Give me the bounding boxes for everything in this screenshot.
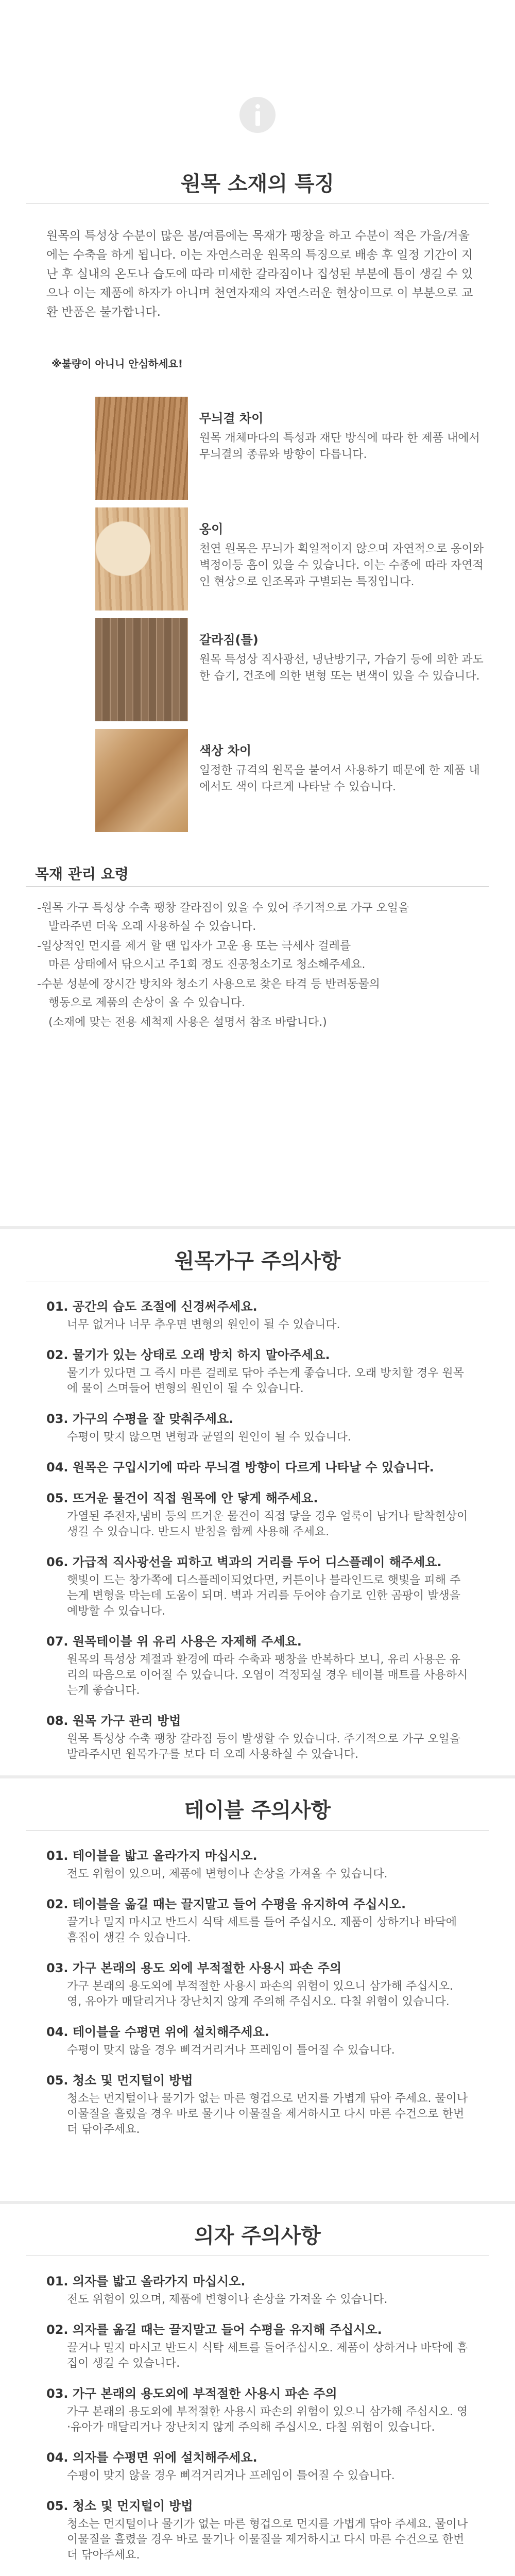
wood-characteristics-section <box>0 0 515 1226</box>
wood-item-desc: 원목 개체마다의 특성과 재단 방식에 따라 한 제품 내에서 무늬결의 종류와 방향이 다릅니다. <box>199 432 480 461</box>
caution-item: 01. 테이블을 밟고 올라가지 마십시오. 전도 위험이 있으며, 제품에 변형이나 손상을 가져올 수 있습니다. <box>46 1849 388 1880</box>
caution-item: 07. 원목테이블 위 유리 사용은 자제해 주세요. 원목의 특성상 계절과 환경에 따라 수축과 팽창을 반복하다 보니, 유리 사용은 유리의 따음으로 이어질 수 있습니다. 오염이 걱정되실 경우 테이블 매트를 사용하시는게 좋습니다. <box>46 1634 468 1697</box>
caution-item: 02. 물기가 있는 상태로 오래 방치 하지 말아주세요. 물기가 있다면 그 즉시 마른 걸레로 닦아 주는게 좋습니다. 오래 방치할 경우 원목에 물이 스며들어 변형의 원인이 될 수 있습니다. <box>46 1348 464 1395</box>
wood-item-color <box>95 729 487 832</box>
management-item: (소재에 맞는 전용 세척제 사용은 설명서 참조 바랍니다.) <box>48 1016 327 1029</box>
furniture-caution-title: 원목가구 주의사항 <box>174 1249 341 1273</box>
wood-management-title: 목재 관리 요령 <box>35 866 129 883</box>
wood-item-title: 갈라짐(틀) <box>199 633 259 647</box>
wood-item-desc: 일정한 규격의 원목을 붙여서 사용하기 때문에 한 제품 내에서도 색이 다르게 나타날 수 있습니다. <box>199 764 480 793</box>
caution-item: 03. 가구의 수평을 잘 맞춰주세요. 수평이 맞지 않으면 변형과 균열의 원인이 될 수 있습니다. <box>46 1412 351 1444</box>
wood-management-list <box>37 899 480 1033</box>
caution-item: 01. 공간의 습도 조절에 신경써주세요. 너무 없거나 너무 추우면 변형의 원인이 될 수 있습니다. <box>46 1299 340 1331</box>
wood-grain-image <box>95 397 188 500</box>
table-caution-section <box>0 1775 515 2201</box>
caution-item: 02. 의자를 옮길 때는 끌지말고 들어 수평을 유지해 주십시오. 끌거나 밀지 마시고 반드시 식탁 세트를 들어주십시오. 제품이 상하거나 바닥에 흠집이 생길 수 있습니다. <box>46 2323 468 2370</box>
caution-item: 04. 원목은 구입시기에 따라 무늬결 방향이 다르게 나타날 수 있습니다. <box>46 1460 434 1475</box>
wood-item-grain <box>95 397 487 500</box>
wood-item-knot <box>95 507 487 611</box>
info-icon <box>239 97 276 133</box>
caution-item: 04. 의자를 수평면 위에 설치해주세요. 수평이 맞지 않을 경우 삐걱거리거나 프레임이 틀어질 수 있습니다. <box>46 2450 395 2482</box>
wood-item-title: 색상 차이 <box>199 743 252 758</box>
caution-item: 02. 테이블을 옮길 때는 끌지말고 들어 수평을 유지하여 주십시오. 끌거나 밀지 마시고 반드시 식탁 세트를 들어 주십시오. 제품이 상하거나 바닥에 흠집이 생길 수 있습니다. <box>46 1897 457 1944</box>
wood-item-title: 옹이 <box>199 522 224 536</box>
caution-item: 06. 가급적 직사광선을 피하고 벽과의 거리를 두어 디스플레이 해주세요. 햇빛이 드는 창가쪽에 디스플레이되었다면, 커튼이나 블라인드로 햇빛을 피해 주는게 변형을 막는데 도움이 되며. 벽과 거리를 두어야 습기로 인한 곰팡이 발생을 예방할 수 있습니다. <box>46 1555 461 1618</box>
caution-item: 08. 원목 가구 관리 방법 원목 특성상 수축 팽창 갈라짐 등이 발생할 수 있습니다. 주기적으로 가구 오일을 발라주시면 원목가구를 보다 더 오래 사용하실 수 있습니다. <box>46 1714 460 1761</box>
caution-item: 01. 의자를 밟고 올라가지 마십시오. 전도 위험이 있으며, 제품에 변형이나 손상을 가져올 수 있습니다. <box>46 2274 388 2306</box>
reassurance-note: ※불량이 아니니 안심하세요! <box>52 358 183 370</box>
divider <box>26 886 489 887</box>
wood-color-image <box>95 729 188 832</box>
caution-item: 05. 청소 및 먼지털이 방법 청소는 먼지털이나 물기가 없는 마른 형겁으로 먼지를 가볍게 닦아 주세요. 물이나 이물질을 흘렸을 경우 바로 물기나 이물질을 제거하시고 다시 마른 수건으로 한번 더 닦아주세요. <box>46 2499 468 2562</box>
caution-item: 05. 뜨거운 물건이 직접 원목에 안 닿게 해주세요. 가열된 주전자,냄비 등의 뜨거운 물건이 직접 닿을 경우 얼룩이 남거나 탈착현상이 생길 수 있습니다. 반드시 받침을 함께 사용해 주세요. <box>46 1491 468 1538</box>
management-item: -일상적인 먼지를 제거 할 땐 입자가 고운 용 또는 극세사 걸레를 마른 상태에서 닦으시고 주1회 정도 진공청소기로 청소해주세요. <box>37 940 366 971</box>
wood-item-desc: 천연 원목은 무늬가 획일적이지 않으며 자연적으로 옹이와 벽정이등 흠이 있을 수 있습니다. 이는 수종에 따라 자연적인 현상으로 인조목과 구별되는 특징입니다. <box>199 543 484 588</box>
wood-intro: 원목의 특성상 수분이 많은 봄/여름에는 목재가 팽창을 하고 수분이 적은 가을/겨울에는 수축을 하게 됩니다. 이는 자연스러운 원목의 특징으로 배송 후 일정 기간이 지난 후 실내의 온도나 습도에 따라 미세한 갈라짐이나 집성된 부분에 틈이 생길 수 있으나 이는 제품에 하자가 아니며 천연자재의 자연스러운 현상이므로 이 부분으로 교환 반품은 불가합니다. <box>46 229 473 319</box>
management-item: -원목 가구 특성상 수축 팽창 갈라짐이 있을 수 있어 주기적으로 가구 오일을 발라주면 더욱 오래 사용하실 수 있습니다. <box>37 902 409 933</box>
wood-crack-image <box>95 618 188 721</box>
wood-title: 원목 소재의 특징 <box>180 172 335 196</box>
table-caution-title: 테이블 주의사항 <box>184 1799 331 1822</box>
caution-item: 03. 가구 본래의 용도외에 부적절한 사용시 파손 주의 가구 본래의 용도외에 부적절한 사용시 파손의 위험이 있으니 삼가해 주십시오. 영·유아가 매달리거나 장난치지 않게 주의해 주십시오. 다칠 위험이 있습니다. <box>46 2386 468 2434</box>
caution-item: 03. 가구 본래의 용도 외에 부적절한 사용시 파손 주의 가구 본래의 용도외에 부적절한 사용시 파손의 위험이 있으니 삼가해 주십시오. 영, 유아가 매달리거나 장난치지 않게 주의해 주십시오. 다칠 위험이 있습니다. <box>46 1961 453 2008</box>
wood-item-title: 무늬결 차이 <box>199 411 264 426</box>
furniture-caution-section <box>0 1226 515 1775</box>
caution-item: 05. 청소 및 먼지털이 방법 청소는 먼지털이나 물기가 없는 마른 형겁으로 먼지를 가볍게 닦아 주세요. 물이나 이물질을 흘렸을 경우 바로 물기나 이물질을 제거하시고 다시 마른 수건으로 한번 더 닦아주세요. <box>46 2073 468 2136</box>
wood-item-desc: 원목 특성상 직사광선, 냉난방기구, 가습기 등에 의한 과도한 습기, 건조에 의한 변형 또는 변색이 있을 수 있습니다. <box>199 653 484 683</box>
caution-item: 04. 테이블을 수평면 위에 설치해주세요. 수평이 맞지 않을 경우 삐걱거리거나 프레임이 틀어질 수 있습니다. <box>46 2025 395 2057</box>
wood-item-crack <box>95 618 487 721</box>
chair-caution-section <box>0 2201 515 2576</box>
chair-caution-title: 의자 주의사항 <box>194 2224 321 2248</box>
wood-knot-image <box>95 507 188 611</box>
management-item: -수분 성분에 장시간 방치와 청소기 사용으로 찾은 타격 등 반려동물의 행동으로 제품의 손상이 올 수 있습니다. <box>37 978 380 1009</box>
